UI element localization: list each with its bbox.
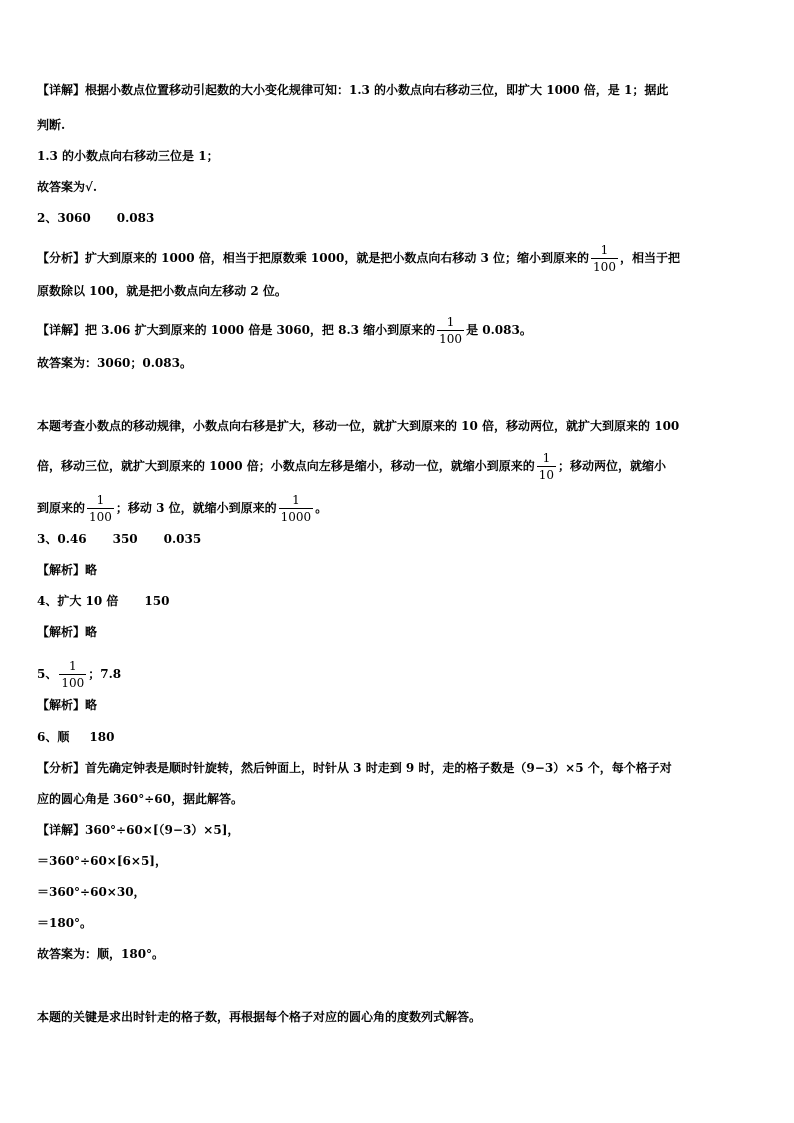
fraction-numerator: 1 <box>96 493 105 507</box>
summary-text-3b: ；移动 3 位，就缩小到原来的 <box>115 501 277 515</box>
fraction-numerator: 1 <box>446 315 455 329</box>
fraction-numerator: 1 <box>542 451 551 465</box>
fraction-denominator: 100 <box>61 676 85 690</box>
question-2-number: 2、 <box>37 211 58 225</box>
answer-line-1: 故答案为√. <box>37 180 98 194</box>
question-4-number: 4、 <box>37 594 58 608</box>
fraction-1-100-d <box>59 660 86 689</box>
fraction-numerator: 1 <box>68 659 77 673</box>
detail-q6-line-2: ＝360°÷60×[6×5]， <box>37 854 167 868</box>
detail-line-2: 判断. <box>37 118 66 132</box>
question-2-value-a: 3060 <box>57 211 91 225</box>
analysis-text-2b: ，相当于把 <box>619 251 680 265</box>
summary-line-3 <box>37 494 327 523</box>
summary-line-2 <box>37 452 666 481</box>
fraction-1-100-b <box>437 316 464 345</box>
detail-q6-line-3: ＝360°÷60×30， <box>37 885 146 899</box>
summary-line-1: 本题考查小数点的移动规律，小数点向右移是扩大，移动一位，就扩大到原来的 10 倍，移动两位，就扩大到原来的 100 <box>37 419 680 433</box>
question-4-value-b: 150 <box>144 594 170 608</box>
fraction-1-100-a <box>591 244 618 273</box>
question-2-answer <box>37 210 154 226</box>
analysis-text-2a: 【分析】扩大到原来的 1000 倍，相当于把原数乘 1000，就是把小数点向右移动 3 位；缩小到原来的 <box>37 251 590 265</box>
question-4-answer <box>37 593 169 609</box>
detail-q6-line-1: 【详解】360°÷60×[（9−3）×5]， <box>37 823 240 837</box>
fraction-denominator: 10 <box>538 468 555 482</box>
question-6-value-b: 180 <box>89 730 115 744</box>
question-6-value-a: 顺 <box>57 730 70 744</box>
question-5-answer <box>37 660 121 689</box>
summary-text-3a: 到原来的 <box>37 501 86 515</box>
fraction-denominator: 1000 <box>280 510 312 524</box>
question-3-value-a: 0.46 <box>57 532 87 546</box>
question-2-value-b: 0.083 <box>116 211 155 225</box>
question-3-value-c: 0.035 <box>163 532 202 546</box>
detail-q6-line-4: ＝180°。 <box>37 916 93 930</box>
analysis-line-2b: 原数除以 100，就是把小数点向左移动 2 位。 <box>37 284 287 298</box>
question-5-value-b: ；7.8 <box>88 667 122 681</box>
fraction-1-100-c <box>87 494 114 523</box>
question-3-value-b: 350 <box>112 532 138 546</box>
fraction-denominator: 100 <box>439 332 463 346</box>
fraction-1-1000 <box>279 494 314 523</box>
detail-text-q2a: 【详解】把 3.06 扩大到原来的 1000 倍是 3060，把 8.3 缩小到原来的 <box>37 323 436 337</box>
question-5-analysis: 【解析】略 <box>37 698 98 712</box>
question-4-value-a: 扩大 10 倍 <box>57 594 119 608</box>
question-3-number: 3、 <box>37 532 58 546</box>
answer-line-q2: 故答案为：3060；0.083。 <box>37 356 192 370</box>
summary-q6-line: 本题的关键是求出时针走的格子数，再根据每个格子对应的圆心角的度数列式解答。 <box>37 1010 482 1024</box>
answer-q6-line: 故答案为：顺，180°。 <box>37 947 165 961</box>
question-3-answer <box>37 531 201 547</box>
detail-text-q2b: 是 0.083。 <box>466 323 532 337</box>
fraction-1-10 <box>537 452 556 481</box>
summary-text-3c: 。 <box>315 501 328 515</box>
detail-line-1: 【详解】根据小数点位置移动引起数的大小变化规律可知：1.3 的小数点向右移动三位，即扩大 1000 倍，是 1；据此 <box>37 83 669 97</box>
fraction-denominator: 100 <box>593 260 616 274</box>
question-6-number: 6、 <box>37 730 58 744</box>
question-3-analysis: 【解析】略 <box>37 563 98 577</box>
question-5-number: 5、 <box>37 667 58 681</box>
fraction-numerator: 1 <box>292 493 300 507</box>
question-6-answer <box>37 729 114 745</box>
question-4-analysis: 【解析】略 <box>37 625 98 639</box>
analysis-q6-line-2: 应的圆心角是 360°÷60，据此解答。 <box>37 792 243 806</box>
detail-line-q2 <box>37 316 532 345</box>
fraction-numerator: 1 <box>600 243 609 257</box>
analysis-q6-line-1: 【分析】首先确定钟表是顺时针旋转，然后钟面上，时针从 3 时走到 9 时，走的格子数是（9−3）×5 个，每个格子对 <box>37 761 672 775</box>
analysis-line-2a <box>37 244 680 273</box>
summary-text-2a: 倍，移动三位，就扩大到原来的 1000 倍；小数点向左移是缩小，移动一位，就缩小到原来的 <box>37 459 535 473</box>
fraction-denominator: 100 <box>89 510 112 524</box>
detail-line-3: 1.3 的小数点向右移动三位是 1； <box>37 149 219 163</box>
summary-text-2b: ；移动两位，就缩小 <box>558 459 667 473</box>
